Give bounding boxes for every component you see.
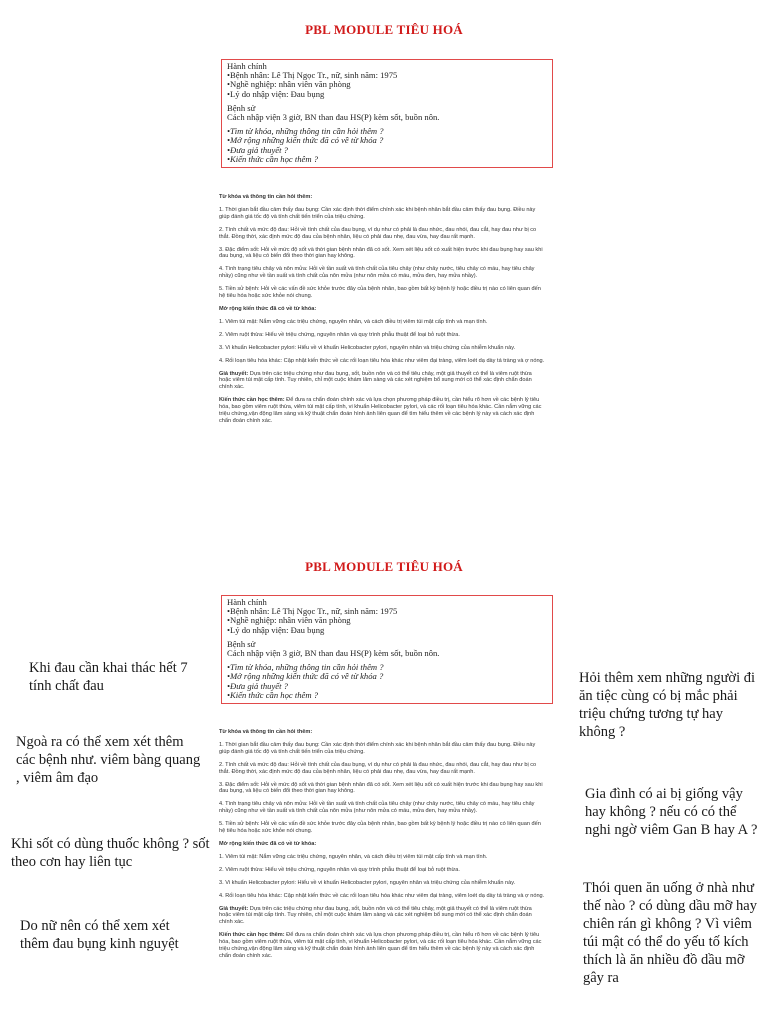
question-1: •Tìm từ khóa, những thông tin cần hỏi thêm ? <box>227 127 384 137</box>
side-note-eating-habits: Thói quen ăn uống ở nhà như thế nào ? có dùng dầu mỡ hay chiên rán gì không ? Vì viêm túi mật có thể do yếu tố kích thích là ăn nhiều đồ dầu mỡ gây ra <box>583 880 757 986</box>
expand-item: 4. Rối loạn tiêu hóa khác: Cập nhật kiến thức về các rối loạn tiêu hóa khác như viêm đại tràng, viêm loét dạ dày tá tràng và ợ nóng. <box>219 357 545 364</box>
keyword-item: 4. Tình trạng tiêu chảy và nôn mửa: Hỏi về tần suất và tính chất của tiêu chảy (như chảy nước, tiêu chảy có máu, hay tiêu chảy nhầy) cũng như về tần suất và tính chất của nôn mửa (như nôn mửa có máu, mửa đen, hay mửa nhầy). <box>219 801 535 815</box>
answer-content <box>219 194 545 431</box>
side-note-other-diseases: Ngoà ra có thể xem xét thêm các bệnh như. viêm bàng quang , viêm âm đạo <box>16 734 201 786</box>
question-4: •Kiến thức cần học thêm ? <box>227 690 318 700</box>
learning-text: Để đưa ra chẩn đoán chính xác và lựa chọn phương pháp điều trị, cần hiểu rõ hơn về các bệnh lý tiêu hóa, bao gồm viêm ruột thừa, viêm túi mật cấp tính, vi khuẩn Helicobacter pylori, và các rối loạn tiêu hóa khác. Cần nắm vững các triệu chứng,vận động lâm sàng và kỹ thuật chẩn đoán hình ảnh liên quan để tìm hiểu thêm về các bệnh lý này và cách xác định chẩn đoán chính xác. <box>219 397 542 424</box>
case-box <box>221 595 553 704</box>
side-note-party-guests: Hỏi thêm xem những người đi ăn tiệc cùng có bị mắc phải triệu chứng tương tự hay không ? <box>579 670 756 740</box>
keyword-item: 3. Đặc điểm sốt: Hỏi về mức độ sốt và thời gian bệnh nhân đã có sốt. Xem xét liệu sốt có xuất hiện trước khi đau bụng hay sau khi đau bụng, và liệu có biến đổi theo thời gian hay không. <box>219 781 543 795</box>
keyword-item: 1. Thời gian bắt đầu cảm thấy đau bụng: Cần xác định thời điểm chính xác khi bệnh nhân bắt đầu cảm thấy đau bụng. Điều này giúp đánh giá tốc độ và tính chất tiến triển của triệu chứng. <box>219 206 536 220</box>
admin-heading: Hành chính <box>227 62 267 71</box>
history-heading: Bệnh sử <box>227 103 256 113</box>
keywords-heading: Từ khóa và thông tin cần hỏi thêm: <box>219 729 313 735</box>
occupation-info: •Nghề nghiệp: nhân viên văn phòng <box>227 80 351 90</box>
side-note-menstrual-pain: Do nữ nên có thể xem xét thêm đau bụng kinh nguyệt <box>20 918 179 952</box>
expand-item: 3. Vi khuẩn Helicobacter pylori: Hiểu về vi khuẩn Helicobacter pylori, nguyên nhân và triệu chứng của nhiễm khuẩn này. <box>219 344 516 351</box>
module-title: PBL MODULE TIÊU HOÁ <box>305 559 463 574</box>
expand-item: 1. Viêm túi mật: Nắm vững các triệu chứng, nguyên nhân, và cách điều trị viêm túi mật cấp tính và mạn tính. <box>219 318 488 325</box>
keyword-item: 3. Đặc điểm sốt: Hỏi về mức độ sốt và thời gian bệnh nhân đã có sốt. Xem xét liệu sốt có xuất hiện trước khi đau bụng hay sau khi đau bụng, và liệu có biến đổi theo thời gian hay không. <box>219 246 543 260</box>
admission-reason: •Lý do nhập viện: Đau bụng <box>227 89 325 99</box>
side-note-fever: Khi sốt có dùng thuốc không ? sốt theo cơn hay liên tục <box>11 836 210 870</box>
question-2: •Mở rộng những kiến thức đã có về từ khóa ? <box>227 136 384 146</box>
case-box <box>221 59 553 168</box>
expand-heading: Mở rộng kiến thức đã có về từ khóa: <box>219 305 317 312</box>
learning-label: Kiến thức cần học thêm: <box>219 397 285 404</box>
question-1: •Tìm từ khóa, những thông tin cần hỏi thêm ? <box>227 663 384 673</box>
keyword-item: 1. Thời gian bắt đầu cảm thấy đau bụng: Cần xác định thời điểm chính xác khi bệnh nhân bắt đầu cảm thấy đau bụng. Điều này giúp đánh giá tốc độ và tính chất tiến triển của triệu chứng. <box>219 741 536 755</box>
expand-item: 3. Vi khuẩn Helicobacter pylori: Hiểu về vi khuẩn Helicobacter pylori, nguyên nhân và triệu chứng của nhiễm khuẩn này. <box>219 879 516 886</box>
keyword-item: 5. Tiền sử bệnh: Hỏi về các vấn đề sức khỏe trước đây của bệnh nhân, bao gồm bất kỳ bệnh lý hoặc điều trị nào có liên quan đến hệ tiêu hóa hoặc sức khỏe nói chung. <box>219 286 541 300</box>
hypothesis-text: Dựa trên các triệu chứng như đau bụng, sốt, buồn nôn và có thể tiêu chảy, một giả thuyết có thể là viêm ruột thừa hoặc viêm túi mật cấp tính. Tuy nhiên, chỉ một cuộc khám lâm sàng và các xét nghiệm bổ sung mới có thể xác định chẩn đoán chính xác. <box>219 905 532 926</box>
hypothesis-paragraph <box>219 906 545 927</box>
learning-paragraph <box>219 932 545 960</box>
patient-info: •Bệnh nhân: Lê Thị Ngọc Tr., nữ, sinh năm: 1975 <box>227 607 398 617</box>
patient-info: •Bệnh nhân: Lê Thị Ngọc Tr., nữ, sinh năm: 1975 <box>227 71 398 81</box>
question-2: •Mở rộng những kiến thức đã có về từ khóa ? <box>227 672 384 682</box>
question-4: •Kiến thức cần học thêm ? <box>227 154 318 164</box>
expand-item: 2. Viêm ruột thừa: Hiểu về triệu chứng, nguyên nhân và quy trình phẫu thuật để loại bỏ ruột thừa. <box>219 866 460 873</box>
history-text: Cách nhập viện 3 giờ, BN than đau HS(P) kèm sốt, buồn nôn. <box>227 113 440 123</box>
hypothesis-paragraph <box>219 371 545 392</box>
expand-item: 2. Viêm ruột thừa: Hiểu về triệu chứng, nguyên nhân và quy trình phẫu thuật để loại bỏ ruột thừa. <box>219 331 460 338</box>
side-note-family-history: Gia đình có ai bị giống vậy hay không ? nếu có có thể nghi ngờ viêm Gan B hay A ? <box>585 786 758 838</box>
module-title: PBL MODULE TIÊU HOÁ <box>305 22 463 37</box>
hypothesis-label: Giả thuyết: <box>219 905 249 912</box>
side-note-pain-characteristics: Khi đau cần khai thác hết 7 tính chất đau <box>29 660 188 694</box>
question-3: •Đưa giả thuyết ? <box>227 145 288 155</box>
occupation-info: •Nghề nghiệp: nhân viên văn phòng <box>227 616 351 626</box>
learning-text: Để đưa ra chẩn đoán chính xác và lựa chọn phương pháp điều trị, cần hiểu rõ hơn về các bệnh lý tiêu hóa, bao gồm viêm ruột thừa, viêm túi mật cấp tính, vi khuẩn Helicobacter pylori, và các rối loạn tiêu hóa khác. Cần nắm vững các triệu chứng,vận động lâm sàng và kỹ thuật chẩn đoán hình ảnh liên quan để tìm hiểu thêm về các bệnh lý này và cách xác định chẩn đoán chính xác. <box>219 932 542 959</box>
expand-heading: Mở rộng kiến thức đã có về từ khóa: <box>219 840 317 847</box>
hypothesis-label: Giả thuyết: <box>219 370 249 377</box>
history-text: Cách nhập viện 3 giờ, BN than đau HS(P) kèm sốt, buồn nôn. <box>227 649 440 659</box>
question-3: •Đưa giả thuyết ? <box>227 681 288 691</box>
keyword-item: 4. Tình trạng tiêu chảy và nôn mửa: Hỏi về tần suất và tính chất của tiêu chảy (như chảy nước, tiêu chảy có máu, hay tiêu chảy nhầy) cũng như về tần suất và tính chất của nôn mửa (như nôn mửa có máu, mửa đen, hay mửa nhầy). <box>219 266 535 280</box>
answer-content <box>219 729 545 966</box>
keyword-item: 5. Tiền sử bệnh: Hỏi về các vấn đề sức khỏe trước đây của bệnh nhân, bao gồm bất kỳ bệnh lý hoặc điều trị nào có liên quan đến hệ tiêu hóa hoặc sức khỏe nói chung. <box>219 821 541 835</box>
expand-item: 1. Viêm túi mật: Nắm vững các triệu chứng, nguyên nhân, và cách điều trị viêm túi mật cấp tính và mạn tính. <box>219 853 488 860</box>
hypothesis-text: Dựa trên các triệu chứng như đau bụng, sốt, buồn nôn và có thể tiêu chảy, một giả thuyết có thể là viêm ruột thừa hoặc viêm túi mật cấp tính. Tuy nhiên, chỉ một cuộc khám lâm sàng và các xét nghiệm bổ sung mới có thể xác định chẩn đoán chính xác. <box>219 370 532 391</box>
keywords-heading: Từ khóa và thông tin cần hỏi thêm: <box>219 194 313 200</box>
learning-paragraph <box>219 397 545 425</box>
expand-item: 4. Rối loạn tiêu hóa khác: Cập nhật kiến thức về các rối loạn tiêu hóa khác như viêm đại tràng, viêm loét dạ dày tá tràng và ợ nóng. <box>219 892 545 899</box>
admission-reason: •Lý do nhập viện: Đau bụng <box>227 625 325 635</box>
learning-label: Kiến thức cần học thêm: <box>219 932 285 939</box>
keyword-item: 2. Tính chất và mức độ đau: Hỏi về tính chất của đau bụng, ví dụ như có phải là đau nhức, đau nhói, đau cắt, hay đau như bị co thắt. Đồng thời, xác định mức độ đau của bệnh nhân, liệu có phải đau nhẹ, đau vừa, hay đau rất mạnh. <box>219 226 537 240</box>
keyword-item: 2. Tính chất và mức độ đau: Hỏi về tính chất của đau bụng, ví dụ như có phải là đau nhức, đau nhói, đau cắt, hay đau như bị co thắt. Đồng thời, xác định mức độ đau của bệnh nhân, liệu có phải đau nhẹ, đau vừa, hay đau rất mạnh. <box>219 761 537 775</box>
admin-heading: Hành chính <box>227 598 267 607</box>
history-heading: Bệnh sử <box>227 639 256 649</box>
